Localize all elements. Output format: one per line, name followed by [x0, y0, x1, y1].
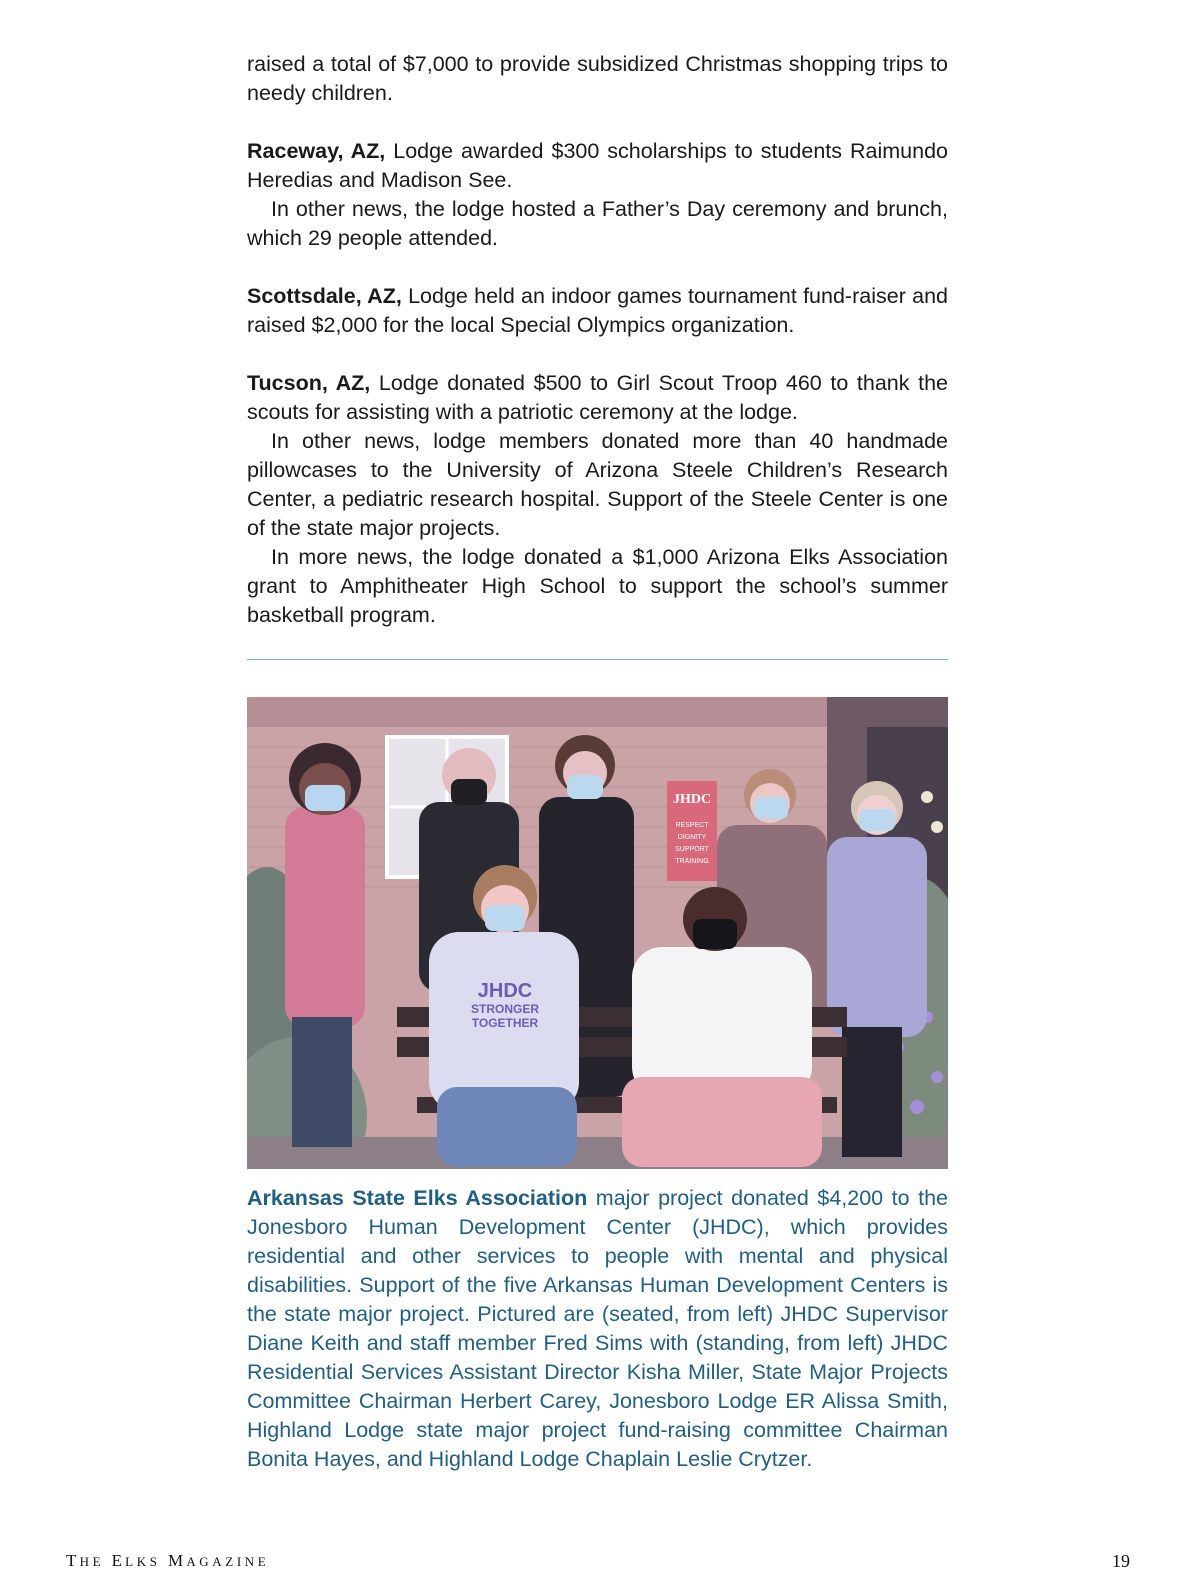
section-divider	[247, 659, 948, 660]
article-text: Lodge donated $500 to Girl Scout Troop 460 to thank the scouts for assisting with a patriotic ceremony at the lodge.	[247, 371, 948, 424]
group-photo	[247, 697, 948, 1169]
article-text: Lodge awarded $300 scholarships to students Raimundo Heredias and Madison See.	[247, 139, 948, 192]
banner-line: DIGNITY	[677, 834, 707, 841]
shirt-text: JHDC	[477, 980, 533, 1002]
article-column	[247, 50, 948, 659]
article-paragraph	[247, 282, 948, 340]
banner-line: SUPPORT	[675, 846, 709, 853]
title-letter: M	[167, 1551, 187, 1570]
article-tucson	[247, 369, 948, 630]
group-photo-illustration	[247, 697, 948, 1169]
article-paragraph: In more news, the lodge donated a $1,000 Arizona Elks Association grant to Amphitheater High School to support the school’s summer basketball program.	[247, 545, 948, 627]
banner-title: JHDC	[672, 792, 712, 807]
article-continuation	[247, 50, 948, 108]
article-paragraph	[247, 369, 948, 427]
caption-text: major project donated $4,200 to the Jonesboro Human Development Center (JHDC), which provides residential and other services to people with mental and physical disabilities. Support of the five Arkansas Human Development Centers is the state major project. Pictured are (seated, from left) JHDC Supervisor Diane Keith and staff member Fred Sims with (standing, from left) JHDC Residential Services Assistant Director Kisha Miller, State Major Projects Committee Chairman Herbert Carey, Jonesboro Lodge ER Alissa Smith, Highland Lodge state major project fund-raising committee Chairman Bonita Hayes, and Highland Lodge Chaplain Leslie Crytzer.	[247, 1186, 948, 1471]
shirt-text: STRONGER	[470, 1002, 540, 1016]
article-lead: Tucson, AZ,	[247, 371, 371, 395]
page-number: 19	[1112, 1551, 1130, 1571]
title-smallcaps: LKS	[125, 1554, 161, 1569]
article-scottsdale	[247, 282, 948, 340]
article-paragraph: In other news, the lodge hosted a Father’s Day ceremony and brunch, which 29 people attended.	[247, 197, 948, 250]
title-letter: T	[66, 1551, 80, 1570]
article-text: Lodge held an indoor games tournament fund-raiser and raised $2,000 for the local Special Olympics organization.	[247, 284, 948, 337]
article-lead: Raceway, AZ,	[247, 139, 386, 163]
title-smallcaps: AGAZINE	[186, 1554, 270, 1569]
title-smallcaps: HE	[79, 1554, 105, 1569]
shirt-text: TOGETHER	[471, 1016, 539, 1030]
photo-caption	[247, 1184, 948, 1474]
article-paragraph	[247, 137, 948, 195]
article-lead: Scottsdale, AZ,	[247, 284, 402, 308]
title-letter: E	[111, 1551, 126, 1570]
caption-lead: Arkansas State Elks Association	[247, 1186, 588, 1210]
article-raceway	[247, 137, 948, 253]
article-paragraph: raised a total of $7,000 to provide subsidized Christmas shopping trips to needy children.	[247, 52, 948, 105]
magazine-title	[66, 1551, 269, 1571]
banner-line: TRAINING	[675, 858, 709, 865]
banner-line: RESPECT	[675, 822, 709, 829]
article-paragraph: In other news, lodge members donated more than 40 handmade pillowcases to the University of Arizona Steele Children’s Research Center, a pediatric research hospital. Support of the Steele Center is one of the state major projects.	[247, 429, 948, 540]
